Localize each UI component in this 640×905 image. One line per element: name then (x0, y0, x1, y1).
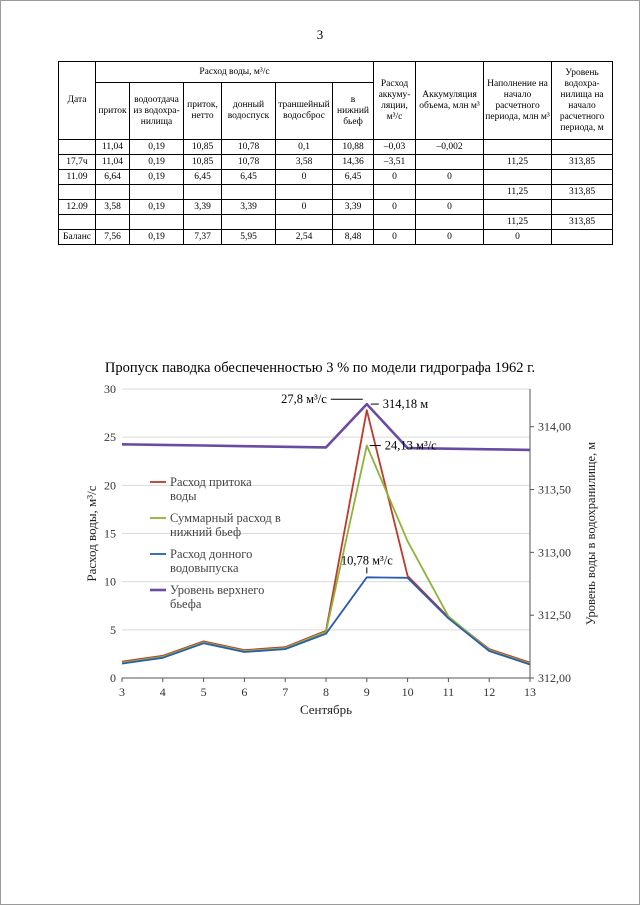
table-cell: 0,19 (130, 140, 184, 155)
legend-label: Расход притока (170, 475, 252, 489)
table-cell: 3,39 (184, 200, 222, 215)
table-cell (552, 230, 613, 245)
legend-label-cont: воды (170, 489, 197, 503)
table-cell: 0,19 (130, 200, 184, 215)
table-cell (552, 170, 613, 185)
table-cell: 7,56 (96, 230, 130, 245)
table-cell (416, 155, 484, 170)
left-tick-label: 10 (104, 574, 116, 589)
header-filling: Наполнение на начало расчетного периода, млн м³ (484, 62, 552, 140)
left-tick-label: 20 (104, 478, 116, 493)
legend-label-cont: бьефа (170, 597, 202, 611)
annotation-label: 24,13 м³/с (384, 438, 437, 453)
table-cell: 0 (276, 200, 333, 215)
x-tick-label: 4 (159, 685, 166, 699)
table-cell: 3,58 (96, 200, 130, 215)
x-tick-label: 8 (323, 685, 329, 699)
table-cell: 6,64 (96, 170, 130, 185)
header-reservoir-return: водоотдача из водохра-нилища (130, 83, 184, 140)
table-row (59, 230, 613, 245)
x-tick-label: 9 (363, 685, 370, 699)
x-tick-label: 6 (241, 685, 248, 699)
hydrograph-chart (0, 375, 640, 725)
table-cell: 11,04 (96, 140, 130, 155)
table-cell: 3,39 (333, 200, 374, 215)
table-cell: 17,7ч (59, 155, 96, 170)
header-bottom-outlet: донный водоспуск (222, 83, 276, 140)
table-cell (276, 215, 333, 230)
table-cell: 10,85 (184, 140, 222, 155)
table-cell: 11,25 (484, 155, 552, 170)
table-cell: 6,45 (333, 170, 374, 185)
table-cell (130, 215, 184, 230)
table-cell: 5,95 (222, 230, 276, 245)
table-cell (374, 215, 416, 230)
table-cell (416, 185, 484, 200)
legend-label-cont: нижний бьеф (170, 525, 242, 539)
table-cell: 0 (484, 230, 552, 245)
table-cell (333, 185, 374, 200)
table-cell: Баланс (59, 230, 96, 245)
right-tick-label: 312,50 (538, 608, 571, 623)
table-row (59, 200, 613, 215)
table-cell (276, 185, 333, 200)
header-date: Дата (59, 62, 96, 140)
left-tick-label: 5 (110, 622, 116, 637)
table-cell (222, 215, 276, 230)
x-axis-label: Сентябрь (299, 702, 353, 717)
header-trench-spillway: траншейный водосброс (276, 83, 333, 140)
table-cell: 3,39 (222, 200, 276, 215)
table-cell (552, 140, 613, 155)
table-cell: 11.09 (59, 170, 96, 185)
left-tick-label: 25 (104, 430, 116, 445)
page-number: 3 (316, 27, 324, 42)
legend-label-cont: водовыпуска (170, 561, 239, 575)
table-cell: –0,03 (374, 140, 416, 155)
annotation-label: 10,78 м³/с (340, 553, 393, 568)
table-cell: 11,04 (96, 155, 130, 170)
header-flow-group: Расход воды, м³/с (96, 62, 374, 83)
annotation-label: 27,8 м³/с (281, 392, 327, 407)
right-tick-label: 313,00 (538, 545, 571, 560)
header-accum-flow: Расход аккуму-ляции, м³/с (374, 62, 416, 140)
table-cell (374, 185, 416, 200)
x-tick-label: 7 (282, 685, 289, 699)
table-cell (484, 200, 552, 215)
table-cell (552, 200, 613, 215)
table-cell (484, 140, 552, 155)
table-cell: 10,78 (222, 140, 276, 155)
table-cell: 313,85 (552, 155, 613, 170)
table-cell: 0 (416, 230, 484, 245)
table-cell (96, 215, 130, 230)
table-cell: 0 (374, 200, 416, 215)
table-cell: 11,25 (484, 185, 552, 200)
table-cell: 0 (416, 170, 484, 185)
series-line-3 (122, 404, 530, 450)
table-row (59, 140, 613, 155)
table-cell: 6,45 (184, 170, 222, 185)
table-cell (184, 185, 222, 200)
header-level: Уровень водохра-нилища на начало расчетного периода, м (552, 62, 613, 140)
x-tick-label: 10 (401, 685, 414, 699)
table-cell: –3,51 (374, 155, 416, 170)
table-cell (484, 170, 552, 185)
header-net-inflow: приток, нетто (184, 83, 222, 140)
table-row (59, 155, 613, 170)
table-cell: 7,37 (184, 230, 222, 245)
table-body (59, 140, 613, 245)
table-cell: 10,88 (333, 140, 374, 155)
table-row (59, 215, 613, 230)
chart-title: Пропуск паводка обеспеченностью 3 % по модели гидрографа 1962 г. (104, 360, 536, 376)
right-tick-label: 312,00 (538, 671, 571, 685)
flow-balance-table (58, 61, 613, 245)
table-cell: 12.09 (59, 200, 96, 215)
table-cell: 0 (276, 170, 333, 185)
left-tick-label: 0 (110, 671, 116, 685)
table-cell: 10,78 (222, 155, 276, 170)
table-cell: 0 (374, 170, 416, 185)
legend-label: Суммарный расход в (170, 511, 281, 525)
table-cell: 3,58 (276, 155, 333, 170)
table-cell (184, 215, 222, 230)
x-tick-label: 5 (200, 685, 207, 699)
left-tick-label: 15 (104, 526, 116, 541)
header-inflow: приток (96, 83, 130, 140)
left-axis-label: Расход воды, м³/с (84, 485, 99, 582)
table-cell (59, 215, 96, 230)
table-cell (222, 185, 276, 200)
legend-label: Расход донного (170, 547, 253, 561)
table-row (59, 170, 613, 185)
left-tick-label: 30 (104, 382, 116, 396)
table-cell (59, 185, 96, 200)
x-tick-label: 13 (524, 685, 536, 699)
legend-label: Уровень верхнего (170, 583, 265, 597)
table-cell: 0,19 (130, 170, 184, 185)
table-cell: 313,85 (552, 215, 613, 230)
x-tick-label: 12 (483, 685, 496, 699)
header-downstream: в нижний бьеф (333, 83, 374, 140)
table-cell: 6,45 (222, 170, 276, 185)
table-cell: 10,85 (184, 155, 222, 170)
table-header-row (59, 62, 613, 83)
x-tick-label: 11 (442, 685, 455, 699)
table-cell: 0 (374, 230, 416, 245)
table-cell: 0,1 (276, 140, 333, 155)
table-cell: 2,54 (276, 230, 333, 245)
table-cell (96, 185, 130, 200)
table-cell: 0,19 (130, 230, 184, 245)
table-cell: 313,85 (552, 185, 613, 200)
table-cell: –0,002 (416, 140, 484, 155)
table-cell: 14,36 (333, 155, 374, 170)
header-accum-volume: Аккумуляция объема, млн м³ (416, 62, 484, 140)
annotation-label: 314,18 м (382, 397, 429, 412)
table-cell: 0 (416, 200, 484, 215)
table-cell: 0,19 (130, 155, 184, 170)
table-row (59, 185, 613, 200)
x-tick-label: 3 (119, 685, 125, 699)
table-cell (59, 140, 96, 155)
table-cell (416, 215, 484, 230)
table-cell (333, 215, 374, 230)
right-tick-label: 314,00 (538, 419, 571, 434)
table-cell (130, 185, 184, 200)
table-cell: 11,25 (484, 215, 552, 230)
table-cell: 8,48 (333, 230, 374, 245)
right-axis-label: Уровень воды в водохранилище, м (584, 441, 598, 626)
right-tick-label: 313,50 (538, 482, 571, 497)
